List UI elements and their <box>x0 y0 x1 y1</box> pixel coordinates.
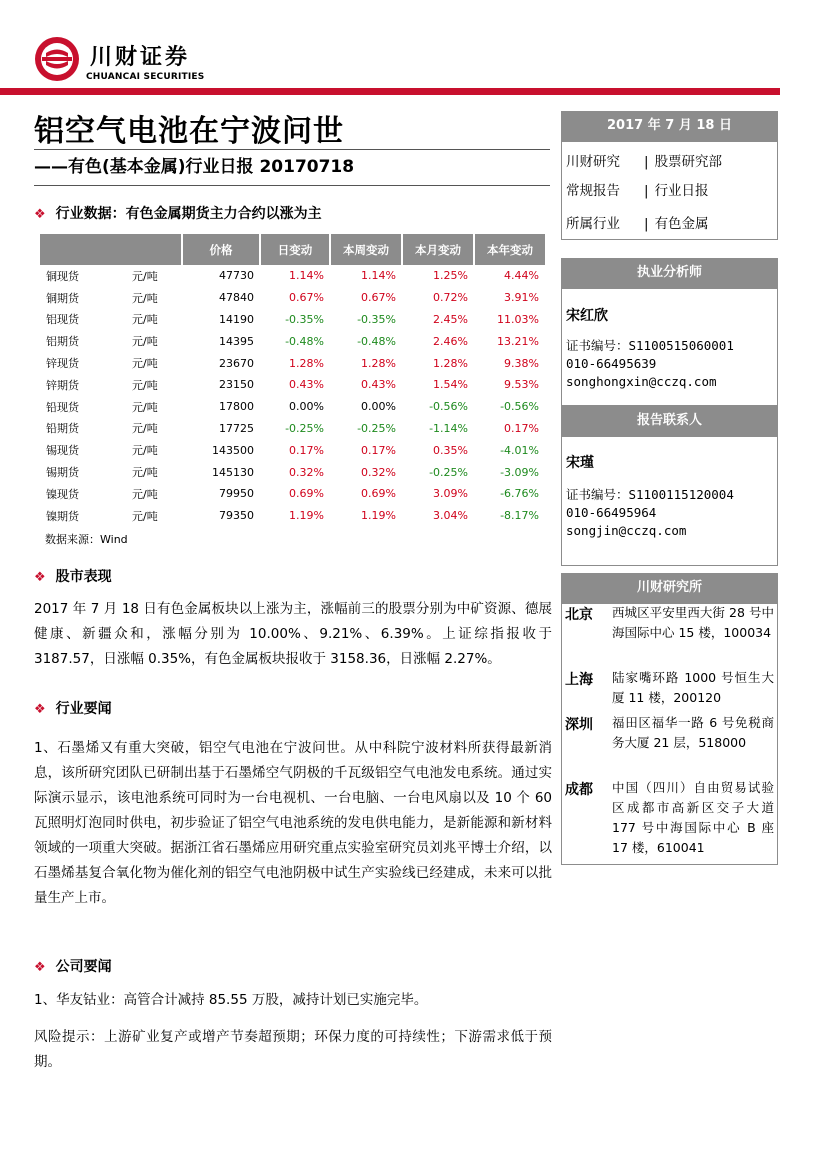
year-change-cell: 13.21% <box>497 334 539 348</box>
contact-phone: 010-66495964 <box>566 505 657 520</box>
unit-cell: 元/吨 <box>132 269 158 283</box>
price-cell: 14190 <box>219 312 254 326</box>
price-cell: 79950 <box>219 487 254 501</box>
col-header-month: 本月变动 <box>402 234 474 265</box>
sidebar-date: 2017 年 7 月 18 日 <box>561 111 778 141</box>
office-city-beijing: 北京 <box>565 607 593 623</box>
office-city-chengdu: 成都 <box>565 782 593 798</box>
metal-name-cell: 锌现货 <box>46 357 79 371</box>
section-industry-data: ❖ 行业数据：有色金属期货主力合约以涨为主 <box>34 206 322 222</box>
table-row <box>40 439 545 461</box>
analyst-email[interactable]: songhongxin@cczq.com <box>566 374 717 389</box>
unit-cell: 元/吨 <box>132 487 158 501</box>
brand-name-cn: 川财证券 <box>90 45 191 70</box>
contact-cert: 证书编号：S1100115120004 <box>566 487 734 502</box>
year-change-cell: 3.91% <box>504 291 539 305</box>
week-change-cell: -0.35% <box>357 312 396 326</box>
month-change-cell: 2.46% <box>433 334 468 348</box>
day-change-cell: 1.28% <box>289 356 324 370</box>
diamond-bullet-icon: ❖ <box>34 207 46 222</box>
section-industry-news: ❖ 行业要闻 <box>34 701 112 717</box>
table-row <box>40 396 545 418</box>
report-subtitle: ——有色(基本金属)行业日报 20170718 <box>34 157 355 177</box>
price-cell: 79350 <box>219 509 254 523</box>
unit-cell: 元/吨 <box>132 509 158 523</box>
contact-email[interactable]: songjin@cczq.com <box>566 523 687 538</box>
company-news-paragraph: 1、华友钴业：高管合计减持 85.55 万股，减持计划已实施完毕。 <box>34 992 428 1008</box>
day-change-cell: 0.69% <box>289 487 324 501</box>
metal-name-cell: 锡现货 <box>46 444 79 458</box>
unit-cell: 元/吨 <box>132 378 158 392</box>
month-change-cell: 3.04% <box>433 509 468 523</box>
office-addr-shenzhen: 福田区福华一路 6 号免税商务大厦 21 层，518000 <box>612 715 774 750</box>
day-change-cell: -0.25% <box>285 421 324 435</box>
week-change-cell: -0.48% <box>357 334 396 348</box>
diamond-bullet-icon: ❖ <box>34 702 46 717</box>
month-change-cell: -1.14% <box>429 421 468 435</box>
title-divider <box>34 149 550 150</box>
month-change-cell: 1.25% <box>433 269 468 283</box>
month-change-cell: -0.56% <box>429 400 468 414</box>
brand-name-en: CHUANCAI SECURITIES <box>86 72 205 82</box>
unit-cell: 元/吨 <box>132 422 158 436</box>
year-change-cell: 9.53% <box>504 378 539 392</box>
metal-name-cell: 铜现货 <box>46 269 79 283</box>
table-row <box>40 265 545 287</box>
table-header-row <box>40 234 545 265</box>
week-change-cell: 0.17% <box>361 443 396 457</box>
day-change-cell: 1.14% <box>289 269 324 283</box>
metal-name-cell: 镍期货 <box>46 509 79 523</box>
day-change-cell: 0.00% <box>289 400 324 414</box>
office-city-shenzhen: 深圳 <box>565 717 593 733</box>
month-change-cell: -0.25% <box>429 465 468 479</box>
month-change-cell: 0.35% <box>433 443 468 457</box>
unit-cell: 元/吨 <box>132 466 158 480</box>
unit-cell: 元/吨 <box>132 357 158 371</box>
week-change-cell: 0.32% <box>361 465 396 479</box>
price-cell: 143500 <box>212 443 254 457</box>
industry-news-paragraph: 1、石墨烯又有重大突破，铝空气电池在宁波问世。从中科院宁波材料所获得最新消息，该所研究团队已研制出基于石墨烯空气阴极的千瓦级铝空气电池发电系统。通过实际演示显示，该电池系统可同时为一台电视机、一台电脑、一台电风扇以及 10 个 60 瓦照明灯泡同时供电，初步验证了铝空气电池系统的发电供电能力，是新能源和新材料领域的一项重大突破。据浙江省石墨烯应用研究重点实验室研究员刘兆平博士介绍，以石墨烯基复合氧化物为催化剂的铝空气电池阴极中试生产实验线已经建成，未来可以批量生产上市。 <box>34 740 552 906</box>
metal-name-cell: 铅期货 <box>46 422 79 436</box>
price-cell: 14395 <box>219 334 254 348</box>
table-row <box>40 418 545 440</box>
info-row-industry: 所属行业 | 有色金属 <box>566 216 709 232</box>
price-cell: 47840 <box>219 291 254 305</box>
section-company-news: ❖ 公司要闻 <box>34 959 112 975</box>
year-change-cell: -6.76% <box>500 487 539 501</box>
day-change-cell: 0.17% <box>289 443 324 457</box>
table-row <box>40 483 545 505</box>
month-change-cell: 2.45% <box>433 312 468 326</box>
info-row-report-type: 常规报告 | 行业日报 <box>566 183 709 199</box>
day-change-cell: 0.67% <box>289 291 324 305</box>
price-cell: 47730 <box>219 269 254 283</box>
month-change-cell: 0.72% <box>433 291 468 305</box>
analyst-cert: 证书编号：S1100515060001 <box>566 338 734 353</box>
table-row <box>40 461 545 483</box>
day-change-cell: 1.19% <box>289 509 324 523</box>
price-cell: 17800 <box>219 400 254 414</box>
month-change-cell: 1.54% <box>433 378 468 392</box>
week-change-cell: 1.28% <box>361 356 396 370</box>
day-change-cell: 0.32% <box>289 465 324 479</box>
year-change-cell: -4.01% <box>500 443 539 457</box>
contact-header: 报告联系人 <box>561 406 778 436</box>
analyst-name: 宋红欣 <box>566 308 608 324</box>
unit-cell: 元/吨 <box>132 444 158 458</box>
diamond-bullet-icon: ❖ <box>34 960 46 975</box>
metal-name-cell: 铝现货 <box>46 313 79 327</box>
week-change-cell: 0.00% <box>361 400 396 414</box>
week-change-cell: 0.69% <box>361 487 396 501</box>
office-addr-chengdu: 中国（四川）自由贸易试验区成都市高新区交子大道 177 号中海国际中心 B 座 17 楼，610041 <box>612 780 774 855</box>
year-change-cell: -8.17% <box>500 509 539 523</box>
col-header-day: 日变动 <box>260 234 330 265</box>
metal-name-cell: 铜期货 <box>46 291 79 305</box>
year-change-cell: -3.09% <box>500 465 539 479</box>
unit-cell: 元/吨 <box>132 313 158 327</box>
office-addr-beijing: 西城区平安里西大街 28 号中海国际中心 15 楼，100034 <box>612 605 774 640</box>
table-row <box>40 309 545 331</box>
year-change-cell: -0.56% <box>500 400 539 414</box>
metal-name-cell: 铝期货 <box>46 335 79 349</box>
data-source: 数据来源：Wind <box>45 533 128 546</box>
metal-name-cell: 铅现货 <box>46 400 79 414</box>
metal-name-cell: 锡期货 <box>46 466 79 480</box>
table-row <box>40 330 545 352</box>
col-header-week: 本周变动 <box>330 234 402 265</box>
month-change-cell: 3.09% <box>433 487 468 501</box>
chuancai-logo-icon <box>34 36 80 82</box>
month-change-cell: 1.28% <box>433 356 468 370</box>
day-change-cell: -0.48% <box>285 334 324 348</box>
risk-paragraph: 风险提示：上游矿业复产或增产节奏超预期；环保力度的可持续性；下游需求低于预期。 <box>34 1029 552 1070</box>
metals-price-table <box>40 234 545 527</box>
price-cell: 145130 <box>212 465 254 479</box>
section-market: ❖ 股市表现 <box>34 569 112 585</box>
analyst-phone: 010-66495639 <box>566 356 657 371</box>
header-red-bar <box>0 88 780 95</box>
table-row <box>40 505 545 527</box>
day-change-cell: 0.43% <box>289 378 324 392</box>
day-change-cell: -0.35% <box>285 312 324 326</box>
price-cell: 17725 <box>219 421 254 435</box>
year-change-cell: 4.44% <box>504 269 539 283</box>
year-change-cell: 0.17% <box>504 421 539 435</box>
week-change-cell: 0.67% <box>361 291 396 305</box>
unit-cell: 元/吨 <box>132 291 158 305</box>
institute-header: 川财研究所 <box>561 573 778 603</box>
report-title: 铝空气电池在宁波问世 <box>34 114 344 149</box>
metal-name-cell: 镍现货 <box>46 487 79 501</box>
metal-name-cell: 锌期货 <box>46 378 79 392</box>
week-change-cell: 1.14% <box>361 269 396 283</box>
week-change-cell: -0.25% <box>357 421 396 435</box>
week-change-cell: 0.43% <box>361 378 396 392</box>
diamond-bullet-icon: ❖ <box>34 570 46 585</box>
col-header-year: 本年变动 <box>474 234 545 265</box>
price-cell: 23150 <box>219 378 254 392</box>
contact-name: 宋瑾 <box>566 455 594 471</box>
table-row <box>40 352 545 374</box>
info-row-research: 川财研究 | 股票研究部 <box>566 154 723 170</box>
subtitle-divider <box>34 185 550 186</box>
price-cell: 23670 <box>219 356 254 370</box>
table-row <box>40 374 545 396</box>
market-paragraph: 2017 年 7 月 18 日有色金属板块以上涨为主，涨幅前三的股票分别为中矿资源、德展健康、新疆众和，涨幅分别为 10.00%、9.21%、6.39%。上证综指报收于 3187.57，日涨幅 0.35%，有色金属板块报收于 3158.36，日涨幅 2.27%。 <box>34 601 552 667</box>
year-change-cell: 11.03% <box>497 312 539 326</box>
table-row <box>40 287 545 309</box>
year-change-cell: 9.38% <box>504 356 539 370</box>
unit-cell: 元/吨 <box>132 400 158 414</box>
office-city-shanghai: 上海 <box>565 672 593 688</box>
week-change-cell: 1.19% <box>361 509 396 523</box>
office-addr-shanghai: 陆家嘴环路 1000 号恒生大厦 11 楼，200120 <box>612 670 774 705</box>
analyst-header: 执业分析师 <box>561 258 778 288</box>
col-header-price: 价格 <box>182 234 260 265</box>
unit-cell: 元/吨 <box>132 335 158 349</box>
